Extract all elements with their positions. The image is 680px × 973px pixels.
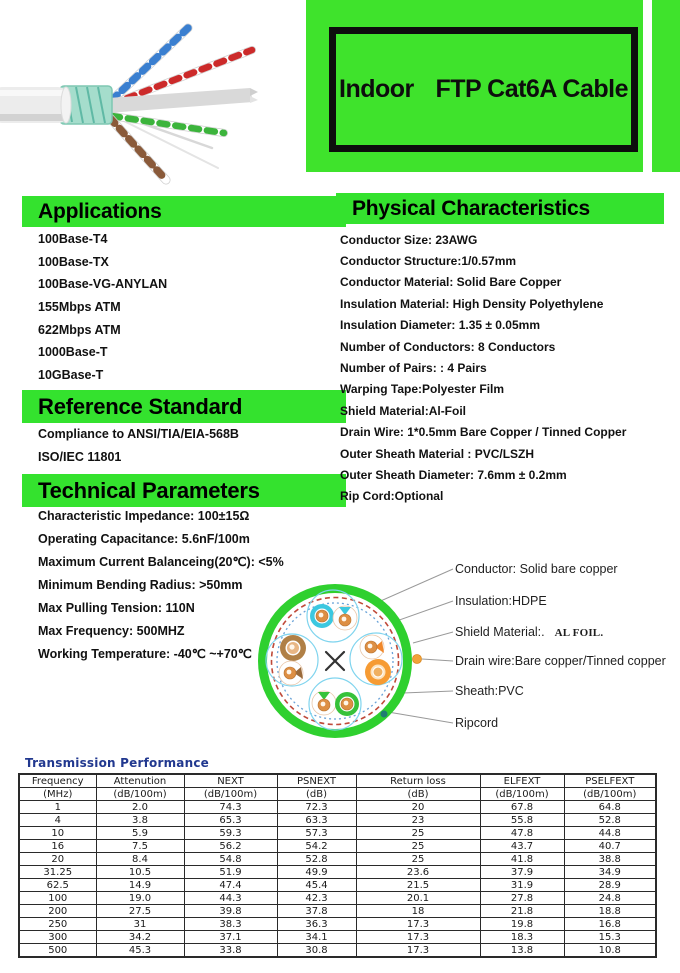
table-cell: 4 (19, 814, 96, 827)
table-cell: 67.8 (480, 801, 564, 814)
table-row (19, 801, 656, 814)
applications-item: 100Base-VG-ANYLAN (38, 277, 168, 292)
table-cell: 45.4 (277, 879, 356, 892)
table-cell: 21.8 (480, 905, 564, 918)
physical-item: Shield Material:Al-Foil (340, 403, 467, 418)
table-cell: 17.3 (356, 918, 480, 931)
table-row (19, 892, 656, 905)
table-cell: 24.8 (564, 892, 656, 905)
title-banner (306, 0, 643, 172)
col-unit: (dB) (356, 788, 480, 801)
col-header: Frequency (19, 774, 96, 788)
physical-item: Rip Cord:Optional (340, 489, 444, 504)
table-cell: 41.8 (480, 853, 564, 866)
table-cell: 250 (19, 918, 96, 931)
table-cell: 44.8 (564, 827, 656, 840)
technical-item: Characteristic Impedance: 100±15Ω (38, 508, 250, 523)
table-cell: 62.5 (19, 879, 96, 892)
technical-parameters-header: Technical Parameters (22, 474, 346, 507)
table-cell: 1 (19, 801, 96, 814)
table-cell: 55.8 (480, 814, 564, 827)
table-cell: 54.2 (277, 840, 356, 853)
table-cell: 17.3 (356, 931, 480, 944)
product-title-box (329, 27, 638, 152)
technical-item: Max Pulling Tension: 110N (38, 600, 195, 615)
table-cell: 31 (96, 918, 184, 931)
applications-list (38, 228, 167, 386)
technical-item: Minimum Bending Radius: >50mm (38, 577, 243, 592)
table-cell: 31.9 (480, 879, 564, 892)
table-row (19, 918, 656, 931)
table-cell: 18 (356, 905, 480, 918)
physical-item: Warping Tape:Polyester Film (340, 382, 505, 397)
table-cell: 52.8 (277, 853, 356, 866)
applications-header: Applications (22, 196, 346, 227)
product-title-right: FTP Cat6A Cable (435, 75, 628, 103)
cable-cross-section-diagram (245, 555, 460, 747)
table-cell: 19.8 (480, 918, 564, 931)
label-sheath: Sheath:PVC (455, 684, 524, 698)
table-cell: 14.9 (96, 879, 184, 892)
table-cell: 65.3 (184, 814, 277, 827)
table-cell: 300 (19, 931, 96, 944)
table-cell: 33.8 (184, 944, 277, 958)
applications-item: 100Base-T4 (38, 232, 108, 247)
technical-item: Working Temperature: -40℃ ~+70℃ (38, 647, 252, 661)
label-shield (455, 625, 603, 639)
table-cell: 74.3 (184, 801, 277, 814)
table-row (19, 827, 656, 840)
table-cell: 8.4 (96, 853, 184, 866)
table-cell: 18.8 (564, 905, 656, 918)
table-cell: 10.8 (564, 944, 656, 958)
table-cell: 52.8 (564, 814, 656, 827)
table-row (19, 879, 656, 892)
product-title-left: Indoor (339, 75, 414, 103)
table-cell: 34.2 (96, 931, 184, 944)
physical-item: Number of Pairs: : 4 Pairs (340, 361, 487, 376)
technical-item: Maximum Current Balanceing(20℃): <5% (38, 555, 284, 569)
table-row (19, 905, 656, 918)
physical-item: Insulation Diameter: 1.35 ± 0.05mm (340, 318, 540, 333)
table-cell: 200 (19, 905, 96, 918)
table-cell: 500 (19, 944, 96, 958)
physical-characteristics-header: Physical Characteristics (336, 193, 664, 224)
physical-item: Conductor Size: 23AWG (340, 232, 478, 247)
col-unit: (dB/100m) (96, 788, 184, 801)
table-cell: 43.7 (480, 840, 564, 853)
table-cell: 57.3 (277, 827, 356, 840)
table-unit-row (19, 788, 656, 801)
cable-photo (0, 20, 300, 200)
table-row (19, 853, 656, 866)
label-ripcord: Ripcord (455, 716, 499, 730)
table-cell: 47.8 (480, 827, 564, 840)
table-cell: 25 (356, 853, 480, 866)
table-cell: 51.9 (184, 866, 277, 879)
transmission-performance-title: Transmission Performance (25, 756, 209, 770)
table-cell: 45.3 (96, 944, 184, 958)
table-cell: 100 (19, 892, 96, 905)
table-cell: 23 (356, 814, 480, 827)
reference-item: ISO/IEC 11801 (38, 449, 122, 464)
table-cell: 72.3 (277, 801, 356, 814)
table-cell: 15.3 (564, 931, 656, 944)
table-cell: 23.6 (356, 866, 480, 879)
table-header-row (19, 774, 656, 788)
table-cell: 38.3 (184, 918, 277, 931)
table-cell: 20.1 (356, 892, 480, 905)
table-cell: 49.9 (277, 866, 356, 879)
table-cell: 27.8 (480, 892, 564, 905)
table-cell: 37.1 (184, 931, 277, 944)
technical-item: Operating Capacitance: 5.6nF/100m (38, 531, 250, 546)
applications-item: 10GBase-T (38, 367, 104, 382)
table-cell: 19.0 (96, 892, 184, 905)
table-cell: 42.3 (277, 892, 356, 905)
transmission-table-body (19, 801, 656, 958)
table-cell: 38.8 (564, 853, 656, 866)
table-cell: 56.2 (184, 840, 277, 853)
table-cell: 36.3 (277, 918, 356, 931)
table-cell: 20 (356, 801, 480, 814)
table-cell: 16.8 (564, 918, 656, 931)
table-row (19, 814, 656, 827)
table-cell: 30.8 (277, 944, 356, 958)
physical-item: Drain Wire: 1*0.5mm Bare Copper / Tinned Copper (340, 425, 627, 440)
applications-item: 155Mbps ATM (38, 300, 121, 315)
col-unit: (dB) (277, 788, 356, 801)
physical-item: Outer Sheath Diameter: 7.6mm ± 0.2mm (340, 467, 567, 482)
reference-standard-list (38, 422, 239, 468)
col-unit: (dB/100m) (184, 788, 277, 801)
table-cell: 54.8 (184, 853, 277, 866)
physical-item: Conductor Structure:1/0.57mm (340, 254, 517, 269)
col-unit: (MHz) (19, 788, 96, 801)
physical-item: Outer Sheath Material : PVC/LSZH (340, 446, 535, 461)
table-cell: 25 (356, 827, 480, 840)
table-cell: 37.8 (277, 905, 356, 918)
col-unit: (dB/100m) (564, 788, 656, 801)
table-cell: 25 (356, 840, 480, 853)
table-cell: 18.3 (480, 931, 564, 944)
technical-item: Max Frequency: 500MHZ (38, 623, 185, 638)
physical-item: Conductor Material: Solid Bare Copper (340, 275, 562, 290)
col-header: PSNEXT (277, 774, 356, 788)
transmission-performance-table (18, 773, 657, 958)
table-cell: 27.5 (96, 905, 184, 918)
col-unit: (dB/100m) (480, 788, 564, 801)
reference-standard-header: Reference Standard (22, 390, 346, 423)
label-drain-wire: Drain wire:Bare copper/Tinned copper (455, 654, 666, 668)
table-cell: 63.3 (277, 814, 356, 827)
col-header: ELFEXT (480, 774, 564, 788)
table-cell: 47.4 (184, 879, 277, 892)
applications-item: 100Base-TX (38, 254, 109, 269)
physical-item: Number of Conductors: 8 Conductors (340, 339, 556, 354)
table-cell: 59.3 (184, 827, 277, 840)
table-cell: 5.9 (96, 827, 184, 840)
label-shield-alfoil: AL FOIL. (554, 627, 604, 639)
table-cell: 34.9 (564, 866, 656, 879)
table-cell: 13.8 (480, 944, 564, 958)
table-cell: 3.8 (96, 814, 184, 827)
table-cell: 21.5 (356, 879, 480, 892)
table-cell: 40.7 (564, 840, 656, 853)
table-cell: 44.3 (184, 892, 277, 905)
col-header: Return loss (356, 774, 480, 788)
table-cell: 17.3 (356, 944, 480, 958)
table-cell: 16 (19, 840, 96, 853)
applications-item: 622Mbps ATM (38, 322, 121, 337)
col-header: Attenution (96, 774, 184, 788)
table-cell: 31.25 (19, 866, 96, 879)
label-insulation: Insulation:HDPE (455, 594, 547, 608)
col-header: NEXT (184, 774, 277, 788)
table-cell: 28.9 (564, 879, 656, 892)
col-header: PSELFEXT (564, 774, 656, 788)
table-cell: 10 (19, 827, 96, 840)
physical-item: Insulation Material: High Density Polyethylene (340, 296, 604, 311)
table-cell: 10.5 (96, 866, 184, 879)
table-cell: 7.5 (96, 840, 184, 853)
table-row (19, 866, 656, 879)
table-row (19, 944, 656, 958)
banner-edge-strip (652, 0, 680, 172)
table-cell: 64.8 (564, 801, 656, 814)
table-row (19, 840, 656, 853)
physical-characteristics-list (340, 229, 626, 507)
table-cell: 34.1 (277, 931, 356, 944)
applications-item: 1000Base-T (38, 345, 108, 360)
table-row (19, 931, 656, 944)
label-shield-text: Shield Material:. (455, 625, 545, 639)
table-cell: 2.0 (96, 801, 184, 814)
reference-item: Compliance to ANSI/TIA/EIA-568B (38, 426, 239, 441)
table-cell: 20 (19, 853, 96, 866)
table-cell: 37.9 (480, 866, 564, 879)
table-cell: 39.8 (184, 905, 277, 918)
label-conductor: Conductor: Solid bare copper (455, 562, 618, 576)
